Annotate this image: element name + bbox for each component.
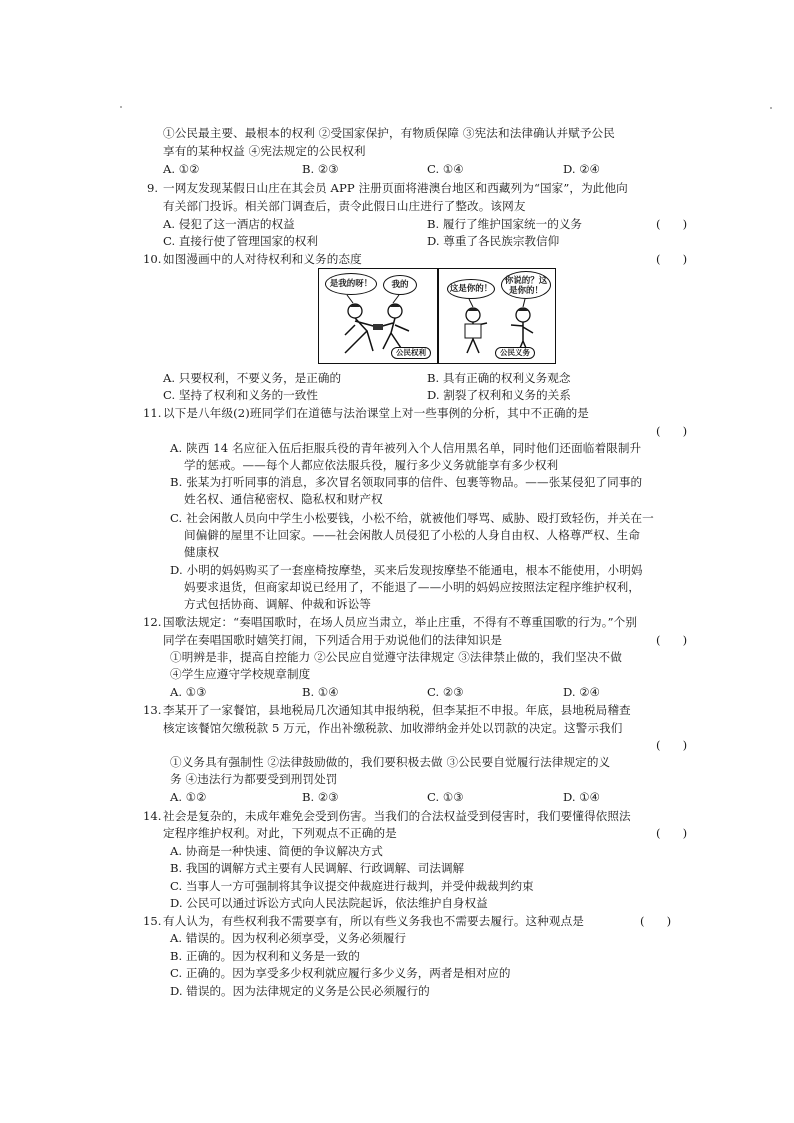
q8-statement-line1: ①公民最主要、最根本的权利 ②受国家保护，有物质保障 ③宪法和法律确认并赋予公民 bbox=[163, 126, 615, 140]
q8-statement-line2: 享有的某种权益 ④宪法规定的公民权利 bbox=[163, 144, 366, 158]
speech-bubble: 这是你的！ bbox=[447, 279, 495, 299]
scan-speck bbox=[770, 107, 772, 109]
q9-option-b: B. 履行了维护国家统一的义务 bbox=[427, 217, 583, 231]
q15-option-c: C. 正确的。因为享受多少权利就应履行多少义务，两者是相对应的 bbox=[170, 966, 511, 980]
q12-option-d: D. ②④ bbox=[563, 685, 601, 699]
q10-stem: 如图漫画中的人对待权利和义务的态度 bbox=[163, 252, 362, 266]
speech-bubble: 我的 bbox=[383, 275, 417, 295]
q13-statements-line1: ①义务具有强制性 ②法律鼓励做的，我们要积极去做 ③公民要自觉履行法律规定的义 bbox=[170, 755, 611, 769]
q9-option-a: A. 侵犯了这一酒店的权益 bbox=[163, 217, 295, 231]
q15-stem: 有人认为，有些权利我不需要享有，所以有些义务我也不需要去履行。这种观点是 bbox=[163, 914, 584, 928]
q15-option-a: A. 错误的。因为权利必须享受，义务必须履行 bbox=[170, 931, 407, 945]
q12-option-b: B. ①④ bbox=[302, 685, 339, 699]
q11-option-d-line2: 妈要求退货，但商家却说已经用了，不能退了——小明的妈妈应按照法定程序维护权利， bbox=[184, 580, 641, 594]
q12-option-a: A. ①③ bbox=[170, 685, 207, 699]
q8-option-b: B. ②③ bbox=[302, 162, 339, 176]
q11-option-a-line2: 学的惩戒。——每个人都应依法服兵役，履行多少义务就能享有多少权利 bbox=[184, 458, 559, 472]
q13-option-b: B. ②③ bbox=[302, 790, 339, 804]
q11-stem: 以下是八年级(2)班同学们在道德与法治课堂上对一些事例的分析，其中不正确的是 bbox=[163, 406, 590, 420]
q10-option-d: D. 割裂了权利和义务的关系 bbox=[427, 388, 571, 402]
q10-number: 10. bbox=[143, 252, 162, 266]
q10-option-c: C. 坚持了权利和义务的一致性 bbox=[163, 388, 318, 402]
q10-answer-paren: ( ) bbox=[656, 252, 688, 266]
q12-stem-line2: 同学在奏唱国歌时嬉笑打闹，下列适合用于劝说他们的法律知识是 bbox=[163, 633, 503, 647]
q14-stem-line2: 定程序维护权利。对此，下列观点不正确的是 bbox=[163, 826, 397, 840]
q15-answer-paren: ( ) bbox=[640, 914, 672, 928]
q9-option-d: D. 尊重了各民族宗教信仰 bbox=[427, 234, 560, 248]
q8-option-c: C. ①④ bbox=[427, 162, 464, 176]
q14-stem-line1: 社会是复杂的，未成年难免会受到伤害。当我们的合法权益受到侵害时，我们要懂得依照法 bbox=[163, 809, 631, 823]
q13-option-a: A. ①② bbox=[170, 790, 207, 804]
cartoon-panel-rights bbox=[318, 268, 438, 364]
q11-option-c-line1: C. 社会闲散人员向中学生小松要钱，小松不给，就被他们辱骂、威胁、殴打致轻伤，并关在一 bbox=[170, 511, 654, 525]
q10-option-b: B. 具有正确的权利义务观念 bbox=[427, 371, 571, 385]
q14-option-a: A. 协商是一种快速、简便的争议解决方式 bbox=[170, 844, 383, 858]
q15-option-b: B. 正确的。因为权利和义务是一致的 bbox=[170, 949, 360, 963]
q9-option-c: C. 直接行使了管理国家的权利 bbox=[163, 234, 318, 248]
q13-stem-line1: 李某开了一家餐馆，县地税局几次通知其申报纳税，但李某拒不申报。年底，县地税局稽查 bbox=[163, 703, 631, 717]
q10-option-a: A. 只要权利，不要义务，是正确的 bbox=[163, 371, 342, 385]
rights-duties-cartoon bbox=[318, 268, 556, 364]
cartoon-tag-duties: 公民义务 bbox=[495, 347, 535, 359]
q11-option-c-line2: 间偏僻的屋里不让回家。——社会闲散人员侵犯了小松的人身自由权、人格尊严权、生命 bbox=[184, 528, 641, 542]
q14-option-d: D. 公民可以通过诉讼方式向人民法院起诉，依法维护自身权益 bbox=[170, 896, 488, 910]
q8-option-a: A. ①② bbox=[163, 162, 200, 176]
q12-answer-paren: ( ) bbox=[656, 633, 688, 647]
q11-answer-paren: ( ) bbox=[656, 424, 688, 438]
q12-statements-line1: ①明辨是非，提高自控能力 ②公民应自觉遵守法律规定 ③法律禁止做的，我们坚决不做 bbox=[170, 650, 622, 664]
q12-stem-line1: 国歌法规定：“奏唱国歌时，在场人员应当肃立，举止庄重，不得有不尊重国歌的行为。”个别 bbox=[163, 615, 638, 629]
speech-bubble: 你说的？这是你的！ bbox=[501, 271, 551, 299]
q14-option-b: B. 我国的调解方式主要有人民调解、行政调解、司法调解 bbox=[170, 861, 465, 875]
q9-stem-line1: 一网友发现某假日山庄在其会员 APP 注册页面将港澳台地区和西藏列为“国家”，为此他向 bbox=[163, 181, 628, 195]
q14-option-c: C. 当事人一方可强制将其争议提交仲裁庭进行裁判，并受仲裁裁判约束 bbox=[170, 879, 534, 893]
q14-number: 14. bbox=[143, 809, 162, 823]
cartoon-tag-rights: 公民权利 bbox=[391, 347, 431, 359]
scan-speck bbox=[120, 106, 122, 108]
q13-answer-paren: ( ) bbox=[656, 738, 688, 752]
cartoon-panel-duties bbox=[438, 268, 556, 364]
q12-option-c: C. ②③ bbox=[427, 685, 464, 699]
q13-statements-line2: 务 ④违法行为都要受到刑罚处罚 bbox=[170, 772, 338, 786]
q9-stem-line2: 有关部门投诉。相关部门调查后，责令此假日山庄进行了整改。该网友 bbox=[163, 199, 526, 213]
q11-option-c-line3: 健康权 bbox=[184, 545, 220, 559]
q15-number: 15. bbox=[143, 914, 162, 928]
q11-number: 11. bbox=[143, 406, 162, 420]
q12-number: 12. bbox=[143, 615, 162, 629]
q11-option-b-line1: B. 张某为打听同事的消息，多次冒名领取同事的信件、包裹等物品。——张某侵犯了同事的 bbox=[170, 475, 643, 489]
q11-option-d-line1: D. 小明的妈妈购买了一套座椅按摩垫，买来后发现按摩垫不能通电，根本不能使用，小明妈 bbox=[170, 563, 643, 577]
speech-bubble: 是我的呀！ bbox=[325, 273, 377, 295]
q11-option-d-line3: 方式包括协商、调解、仲裁和诉讼等 bbox=[184, 597, 372, 611]
q13-stem-line2: 核定该餐馆欠缴税款 5 万元，作出补缴税款、加收滞纳金并处以罚款的决定。这警示我们 bbox=[163, 721, 623, 735]
q8-option-d: D. ②④ bbox=[563, 162, 601, 176]
q13-option-c: C. ①③ bbox=[427, 790, 464, 804]
q15-option-d: D. 错误的。因为法律规定的义务是公民必须履行的 bbox=[170, 984, 430, 998]
q13-option-d: D. ①④ bbox=[563, 790, 601, 804]
q9-number: 9. bbox=[147, 181, 159, 195]
q12-statements-line2: ④学生应遵守学校规章制度 bbox=[170, 667, 311, 681]
q11-option-a-line1: A. 陕西 14 名应征入伍后拒服兵役的青年被列入个人信用黑名单，同时他们还面临着限制升 bbox=[170, 441, 642, 455]
q9-answer-paren: ( ) bbox=[656, 217, 688, 231]
q14-answer-paren: ( ) bbox=[656, 826, 688, 840]
q13-number: 13. bbox=[143, 703, 162, 717]
q11-option-b-line2: 姓名权、通信秘密权、隐私权和财产权 bbox=[184, 492, 383, 506]
